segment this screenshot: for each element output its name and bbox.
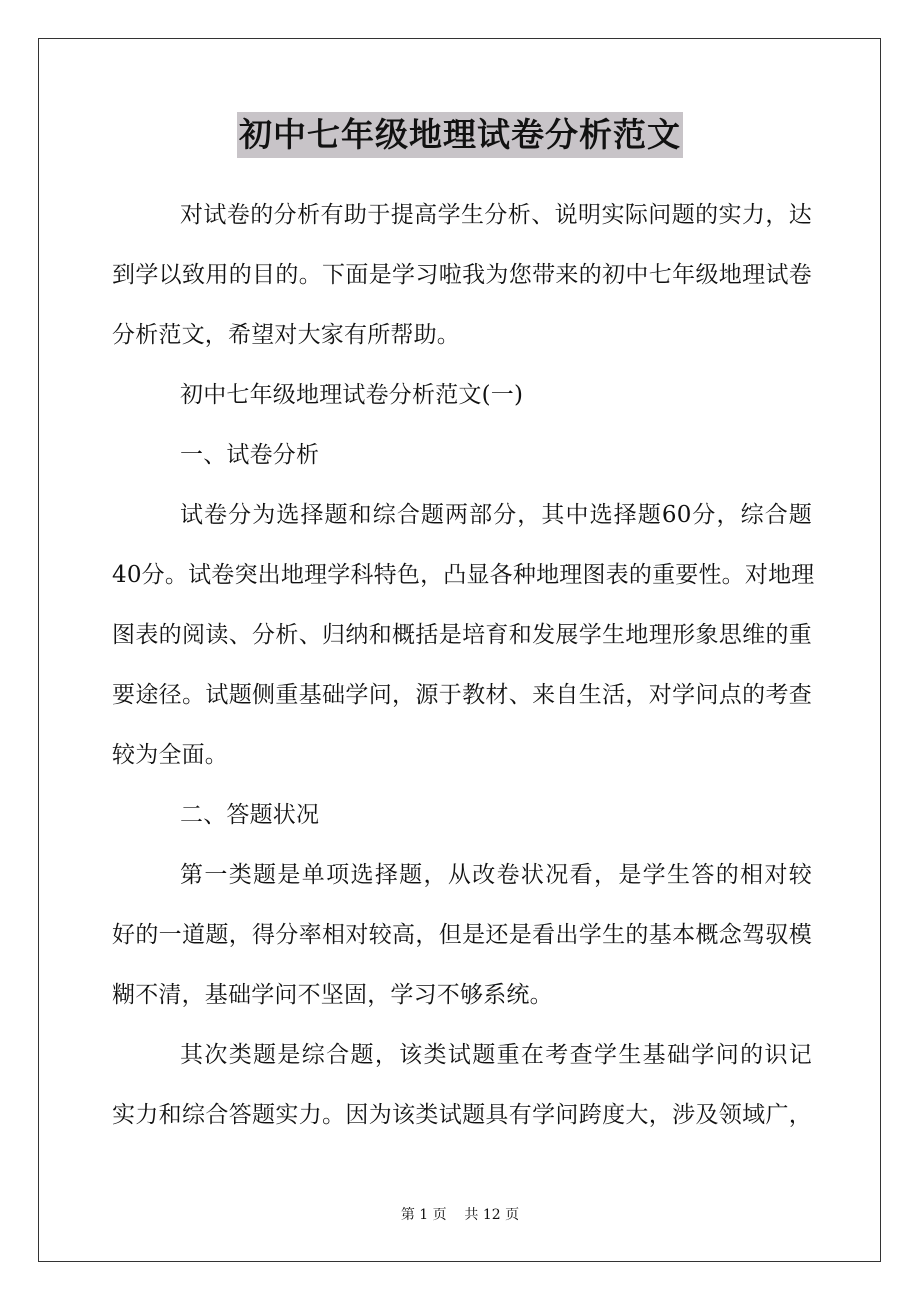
text-line: 实力和综合答题实力。因为该类试题具有学问跨度大，涉及领域广， [112,1102,812,1128]
document-body [112,185,815,1145]
text-line: 第一类题是单项选择题，从改卷状况看，是学生答的相对较 [180,862,812,888]
text-line: 其次类题是综合题，该类试题重在考查学生基础学问的识记 [180,1042,812,1068]
text-line: 二、答题状况 [180,802,320,828]
text-line: 分析范文，希望对大家有所帮助。 [112,322,460,348]
text-line: 试卷分为选择题和综合题两部分，其中选择题60分，综合题 [180,502,812,528]
text-line: 图表的阅读、分析、归纳和概括是培育和发展学生地理形象思维的重 [112,622,812,648]
text-line: 好的一道题，得分率相对较高，但是还是看出学生的基本概念驾驭模 [112,922,812,948]
text-line: 较为全面。 [112,742,228,768]
text-line: 糊不清，基础学问不坚固，学习不够系统。 [112,982,553,1008]
text-line: 要途径。试题侧重基础学问，源于教材、来自生活，对学问点的考查 [112,682,812,708]
document-title: 初中七年级地理试卷分析范文 [237,112,683,158]
title-container [0,112,920,158]
text-line: 初中七年级地理试卷分析范文(一) [180,382,524,408]
text-line: 对试卷的分析有助于提高学生分析、说明实际问题的实力，达 [180,202,812,228]
page-footer: 第 1 页 共 12 页 [400,1207,520,1223]
text-line: 40分。试卷突出地理学科特色，凸显各种地理图表的重要性。对地理 [112,562,815,588]
text-line: 到学以致用的目的。下面是学习啦我为您带来的初中七年级地理试卷 [112,262,812,288]
text-line: 一、试卷分析 [180,442,320,468]
